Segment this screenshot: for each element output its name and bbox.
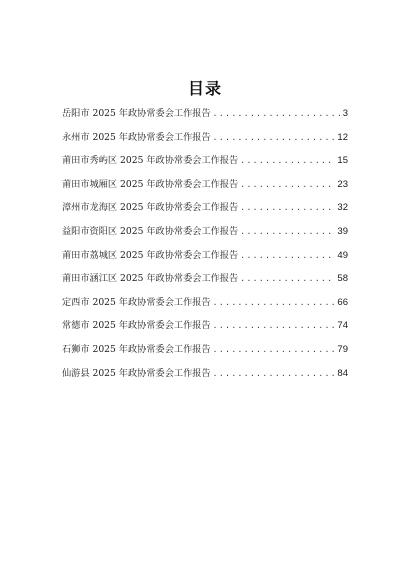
toc-entry-title: 仙游县 2025 年政协常委会工作报告 — [62, 367, 211, 379]
toc-entry-page-number: 79 — [337, 343, 348, 355]
toc-entry-page-number: 23 — [337, 178, 348, 190]
toc-entry[interactable] — [62, 129, 348, 153]
toc-entry-page-number: 66 — [337, 296, 348, 308]
toc-entry-page-number: 84 — [337, 367, 348, 379]
toc-leader-dots — [240, 227, 335, 236]
toc-entry-page-number: 49 — [337, 249, 348, 261]
toc-heading: 目录 — [187, 79, 222, 98]
toc-entry-title: 莆田市秀屿区 2025 年政协常委会工作报告 — [62, 155, 239, 167]
toc-entry[interactable] — [62, 105, 348, 129]
toc-leader-dots — [240, 203, 335, 212]
toc-entry-page-number: 15 — [337, 155, 348, 167]
toc-entry-page-number: 32 — [337, 202, 348, 214]
toc-entry[interactable] — [62, 270, 348, 294]
toc-leader-dots — [213, 345, 336, 354]
toc-leader-dots — [213, 133, 336, 142]
toc-leader-dots — [213, 369, 336, 378]
toc-list — [62, 105, 348, 388]
toc-entry[interactable] — [62, 152, 348, 176]
toc-leader-dots — [213, 298, 336, 307]
toc-entry-title: 永州市 2025 年政协常委会工作报告 — [62, 131, 211, 143]
toc-leader-dots — [240, 180, 335, 189]
toc-entry-title: 漳州市龙海区 2025 年政协常委会工作报告 — [62, 202, 239, 214]
toc-entry-title: 常德市 2025 年政协常委会工作报告 — [62, 320, 211, 332]
toc-leader-dots — [240, 251, 335, 260]
toc-leader-dots — [240, 156, 335, 165]
toc-entry-title: 定西市 2025 年政协常委会工作报告 — [62, 296, 211, 308]
toc-entry-page-number: 39 — [337, 225, 348, 237]
toc-entry-page-number: 12 — [337, 131, 348, 143]
toc-entry-title: 岳阳市 2025 年政协常委会工作报告 — [62, 108, 211, 119]
toc-entry-title: 莆田市城厢区 2025 年政协常委会工作报告 — [62, 178, 239, 190]
toc-leader-dots — [213, 321, 336, 330]
toc-entry-title: 莆田市荔城区 2025 年政协常委会工作报告 — [62, 249, 239, 261]
toc-leader-dots — [240, 274, 335, 283]
toc-entry-title: 益阳市资阳区 2025 年政协常委会工作报告 — [62, 225, 239, 237]
toc-entry[interactable] — [62, 317, 348, 341]
toc-leader-dots — [213, 109, 341, 118]
toc-entry[interactable] — [62, 247, 348, 271]
toc-entry[interactable] — [62, 176, 348, 200]
toc-entry[interactable] — [62, 365, 348, 389]
toc-entry[interactable] — [62, 341, 348, 365]
toc-entry[interactable] — [62, 199, 348, 223]
toc-entry[interactable] — [62, 294, 348, 318]
toc-entry-page-number: 3 — [342, 108, 348, 119]
toc-entry-page-number: 58 — [337, 273, 348, 285]
toc-entry-page-number: 74 — [337, 320, 348, 332]
toc-entry[interactable] — [62, 223, 348, 247]
toc-entry-title: 石狮市 2025 年政协常委会工作报告 — [62, 343, 211, 355]
toc-entry-title: 莆田市涵江区 2025 年政协常委会工作报告 — [62, 273, 239, 285]
